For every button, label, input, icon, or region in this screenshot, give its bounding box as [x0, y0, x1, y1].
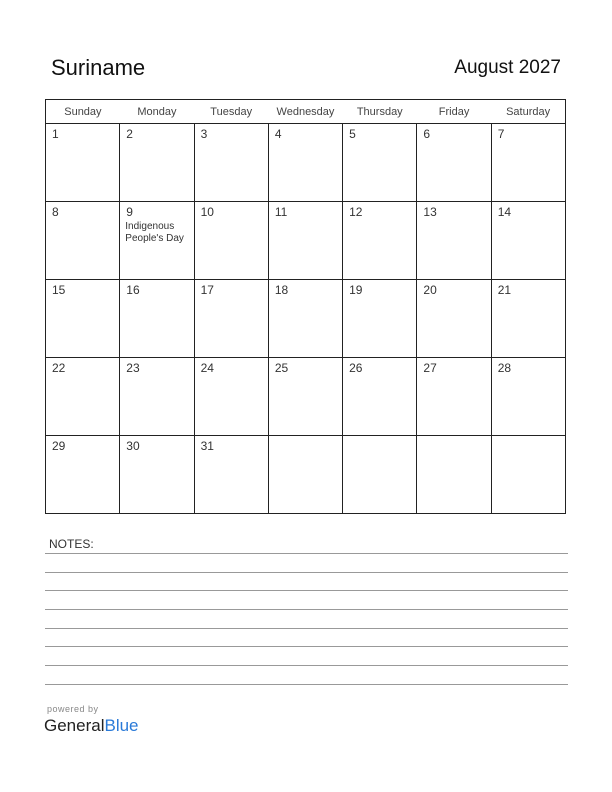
week-row: [46, 124, 566, 202]
day-number: 9: [126, 205, 133, 219]
day-cell: [120, 280, 194, 358]
day-number: 5: [349, 127, 356, 141]
week-row: [46, 202, 566, 280]
day-number: 19: [349, 283, 363, 297]
brand-logo: [44, 716, 139, 736]
day-cell: [46, 202, 120, 280]
day-cell: [120, 124, 194, 202]
weekday-tuesday: Tuesday: [194, 100, 268, 124]
day-cell: [491, 124, 565, 202]
weekday-saturday: Saturday: [491, 100, 565, 124]
day-cell: [194, 436, 268, 514]
day-number: 17: [200, 283, 214, 297]
day-number: 16: [126, 283, 140, 297]
day-cell: [343, 280, 417, 358]
day-cell: [268, 358, 342, 436]
day-cell: [120, 436, 194, 514]
calendar-country: Suriname: [51, 55, 146, 80]
day-number: 8: [52, 205, 59, 219]
day-number: 15: [52, 283, 66, 297]
day-cell: [120, 358, 194, 436]
day-cell: [120, 202, 194, 280]
notes-line: [45, 628, 568, 629]
day-cell: [417, 202, 491, 280]
day-number: 7: [497, 127, 505, 141]
powered-by-text: powered by: [47, 704, 99, 714]
day-cell: [268, 436, 342, 514]
day-cell: [343, 358, 417, 436]
day-cell: [491, 280, 565, 358]
weekday-friday: Friday: [417, 100, 491, 124]
notes-line: [45, 684, 568, 685]
day-number: 31: [200, 439, 214, 453]
day-number: 25: [274, 361, 289, 375]
weekday-thursday: Thursday: [343, 100, 417, 124]
calendar-grid: [45, 99, 566, 514]
day-number: 10: [200, 205, 214, 219]
day-cell: [46, 124, 120, 202]
week-row: [46, 436, 566, 514]
day-number: 6: [423, 127, 431, 141]
calendar-month: August 2027: [454, 57, 561, 78]
week-row: [46, 358, 566, 436]
notes-line: [45, 609, 568, 610]
day-cell: [417, 436, 491, 514]
day-cell: [417, 280, 491, 358]
notes-line: [45, 590, 568, 591]
weekday-monday: Monday: [120, 100, 194, 124]
day-cell: [491, 436, 565, 514]
day-number: 13: [423, 205, 437, 219]
brand-general: General: [44, 716, 105, 735]
day-number: 21: [497, 283, 512, 297]
day-number: 26: [349, 361, 363, 375]
day-cell: [194, 124, 268, 202]
day-cell: [343, 436, 417, 514]
weekday-wednesday: Wednesday: [268, 100, 342, 124]
weekday-sunday: Sunday: [46, 100, 120, 124]
day-cell: [46, 436, 120, 514]
day-number: 12: [349, 205, 363, 219]
day-number: 2: [126, 127, 133, 141]
day-cell: [417, 124, 491, 202]
day-cell: [194, 358, 268, 436]
notes-line: [45, 553, 568, 554]
day-cell: [194, 202, 268, 280]
weekday-header-row: [46, 100, 566, 124]
day-cell: [268, 124, 342, 202]
day-number: 27: [423, 361, 437, 375]
day-cell: [194, 280, 268, 358]
day-number: 1: [52, 127, 59, 141]
day-cell: [268, 280, 342, 358]
day-cell: [268, 202, 342, 280]
brand-blue: Blue: [104, 716, 139, 735]
day-number: 11: [274, 205, 288, 219]
day-number: 29: [52, 439, 66, 453]
holiday-label: Indigenous People's Day: [125, 221, 184, 244]
day-number: 18: [274, 283, 289, 297]
day-cell: [343, 124, 417, 202]
day-number: 4: [274, 127, 282, 141]
calendar-body: [46, 124, 566, 514]
day-number: 22: [52, 361, 66, 375]
day-number: 28: [497, 361, 512, 375]
day-cell: [46, 280, 120, 358]
day-number: 14: [497, 205, 512, 219]
notes-line: [45, 646, 568, 647]
day-number: 20: [423, 283, 437, 297]
day-cell: [417, 358, 491, 436]
day-cell: [46, 358, 120, 436]
day-number: 30: [126, 439, 140, 453]
notes-line: [45, 665, 568, 666]
day-number: 23: [126, 361, 140, 375]
day-number: 24: [200, 361, 214, 375]
day-cell: [343, 202, 417, 280]
day-number: 3: [200, 127, 208, 141]
notes-label: NOTES:: [49, 537, 94, 551]
day-cell: [491, 358, 565, 436]
day-cell: [491, 202, 565, 280]
notes-line: [45, 572, 568, 573]
week-row: [46, 280, 566, 358]
